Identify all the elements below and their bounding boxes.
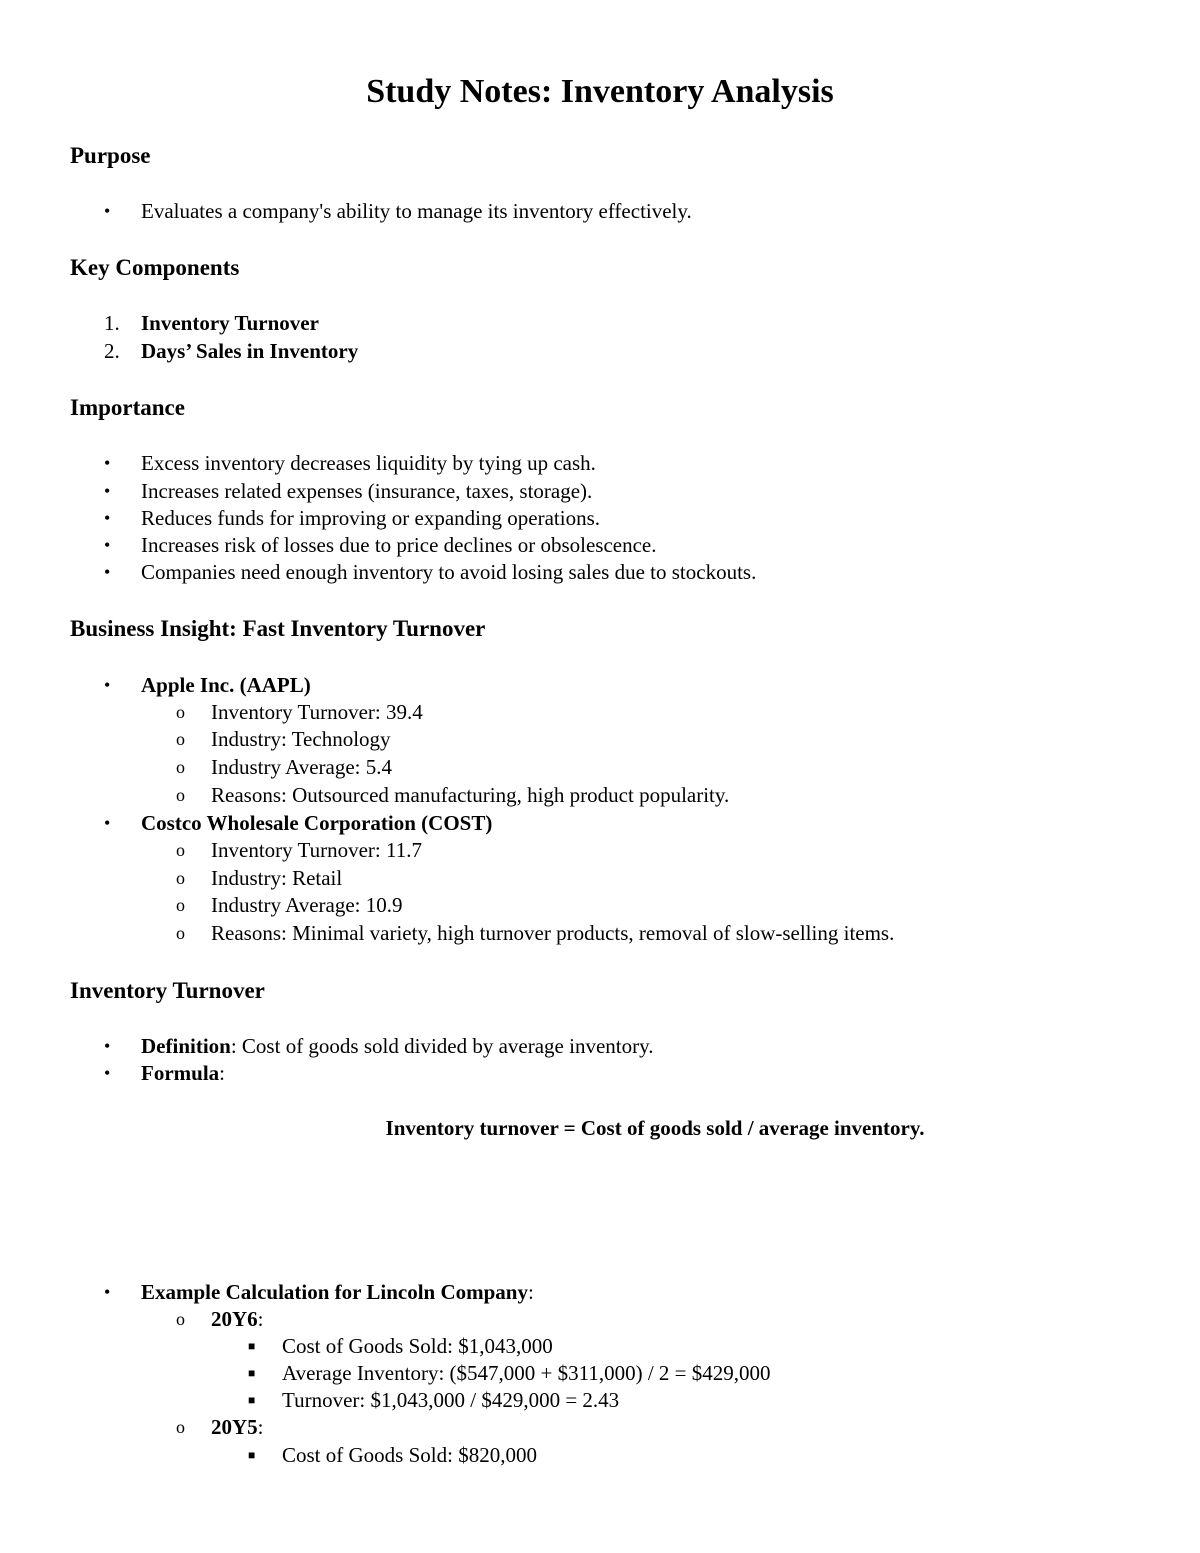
year-label: 20Y5 (211, 1415, 258, 1439)
key-component-item: Days’ Sales in Inventory (141, 339, 359, 363)
formula-line (141, 1060, 225, 1086)
circle-bullet-icon: o (176, 868, 185, 888)
company-name: Apple Inc. (AAPL) (141, 673, 311, 697)
company-detail: Inventory Turnover: 39.4 (211, 700, 423, 724)
calculation-line: Turnover: $1,043,000 / $429,000 = 2.43 (282, 1388, 620, 1412)
circle-bullet-icon: o (176, 923, 185, 943)
year-label-suffix: : (257, 1415, 264, 1439)
definition-line (141, 1033, 654, 1059)
year-label-suffix: : (257, 1307, 264, 1331)
purpose-heading: Purpose (70, 143, 151, 168)
calculation-line: Average Inventory: ($547,000 + $311,000) / 2 = $429,000 (282, 1361, 771, 1385)
bullet-icon: • (104, 675, 111, 695)
year-label: 20Y6 (211, 1307, 258, 1331)
company-detail: Inventory Turnover: 11.7 (211, 838, 422, 862)
company-detail: Industry: Technology (211, 727, 391, 751)
formula-label: Formula (141, 1061, 220, 1085)
company-detail: Industry Average: 10.9 (211, 893, 403, 917)
circle-bullet-icon: o (176, 729, 185, 749)
list-number: 1. (104, 311, 120, 335)
year-line (211, 1306, 264, 1332)
bullet-icon: • (104, 508, 111, 528)
bullet-icon: • (104, 453, 111, 473)
year-line (211, 1414, 264, 1440)
importance-item: Excess inventory decreases liquidity by tying up cash. (141, 451, 596, 475)
importance-item: Companies need enough inventory to avoid losing sales due to stockouts. (141, 560, 757, 584)
circle-bullet-icon: o (176, 1417, 185, 1437)
definition-text: : Cost of goods sold divided by average inventory. (230, 1034, 654, 1058)
bullet-icon: • (104, 813, 111, 833)
bullet-icon: • (104, 535, 111, 555)
bullet-icon: • (104, 201, 111, 221)
circle-bullet-icon: o (176, 785, 185, 805)
company-detail: Industry Average: 5.4 (211, 755, 392, 779)
company-detail: Reasons: Outsourced manufacturing, high product popularity. (211, 783, 730, 807)
bullet-icon: • (104, 1063, 111, 1083)
importance-item: Increases risk of losses due to price declines or obsolescence. (141, 533, 657, 557)
formula-label-suffix: : (219, 1061, 225, 1085)
bullet-icon: • (104, 1036, 111, 1056)
document-title: Study Notes: Inventory Analysis (366, 73, 834, 110)
company-detail: Industry: Retail (211, 866, 343, 890)
example-line (141, 1279, 534, 1305)
circle-bullet-icon: o (176, 1309, 185, 1329)
formula-text: Inventory turnover = Cost of goods sold / average inventory. (385, 1116, 925, 1140)
square-bullet-icon: ■ (248, 1393, 256, 1407)
purpose-item: Evaluates a company's ability to manage its inventory effectively. (141, 199, 692, 223)
bullet-icon: • (104, 1282, 111, 1302)
bullet-icon: • (104, 481, 111, 501)
importance-heading: Importance (70, 395, 185, 420)
circle-bullet-icon: o (176, 840, 185, 860)
company-detail: Reasons: Minimal variety, high turnover products, removal of slow-selling items. (211, 921, 895, 945)
circle-bullet-icon: o (176, 895, 185, 915)
list-number: 2. (104, 339, 120, 363)
calculation-line: Cost of Goods Sold: $1,043,000 (282, 1334, 553, 1358)
circle-bullet-icon: o (176, 702, 185, 722)
inventory-turnover-heading: Inventory Turnover (70, 978, 265, 1003)
calculation-line: Cost of Goods Sold: $820,000 (282, 1443, 537, 1467)
company-name: Costco Wholesale Corporation (COST) (141, 811, 493, 835)
key-component-item: Inventory Turnover (141, 311, 319, 335)
square-bullet-icon: ■ (248, 1366, 256, 1380)
key-components-heading: Key Components (70, 255, 240, 280)
importance-item: Increases related expenses (insurance, taxes, storage). (141, 479, 593, 503)
square-bullet-icon: ■ (248, 1339, 256, 1353)
definition-label: Definition (141, 1034, 231, 1058)
example-label-suffix: : (527, 1280, 534, 1304)
bullet-icon: • (104, 562, 111, 582)
importance-item: Reduces funds for improving or expanding operations. (141, 506, 600, 530)
business-insight-heading: Business Insight: Fast Inventory Turnover (70, 616, 486, 641)
circle-bullet-icon: o (176, 757, 185, 777)
example-label: Example Calculation for Lincoln Company (141, 1280, 528, 1304)
square-bullet-icon: ■ (248, 1448, 256, 1462)
